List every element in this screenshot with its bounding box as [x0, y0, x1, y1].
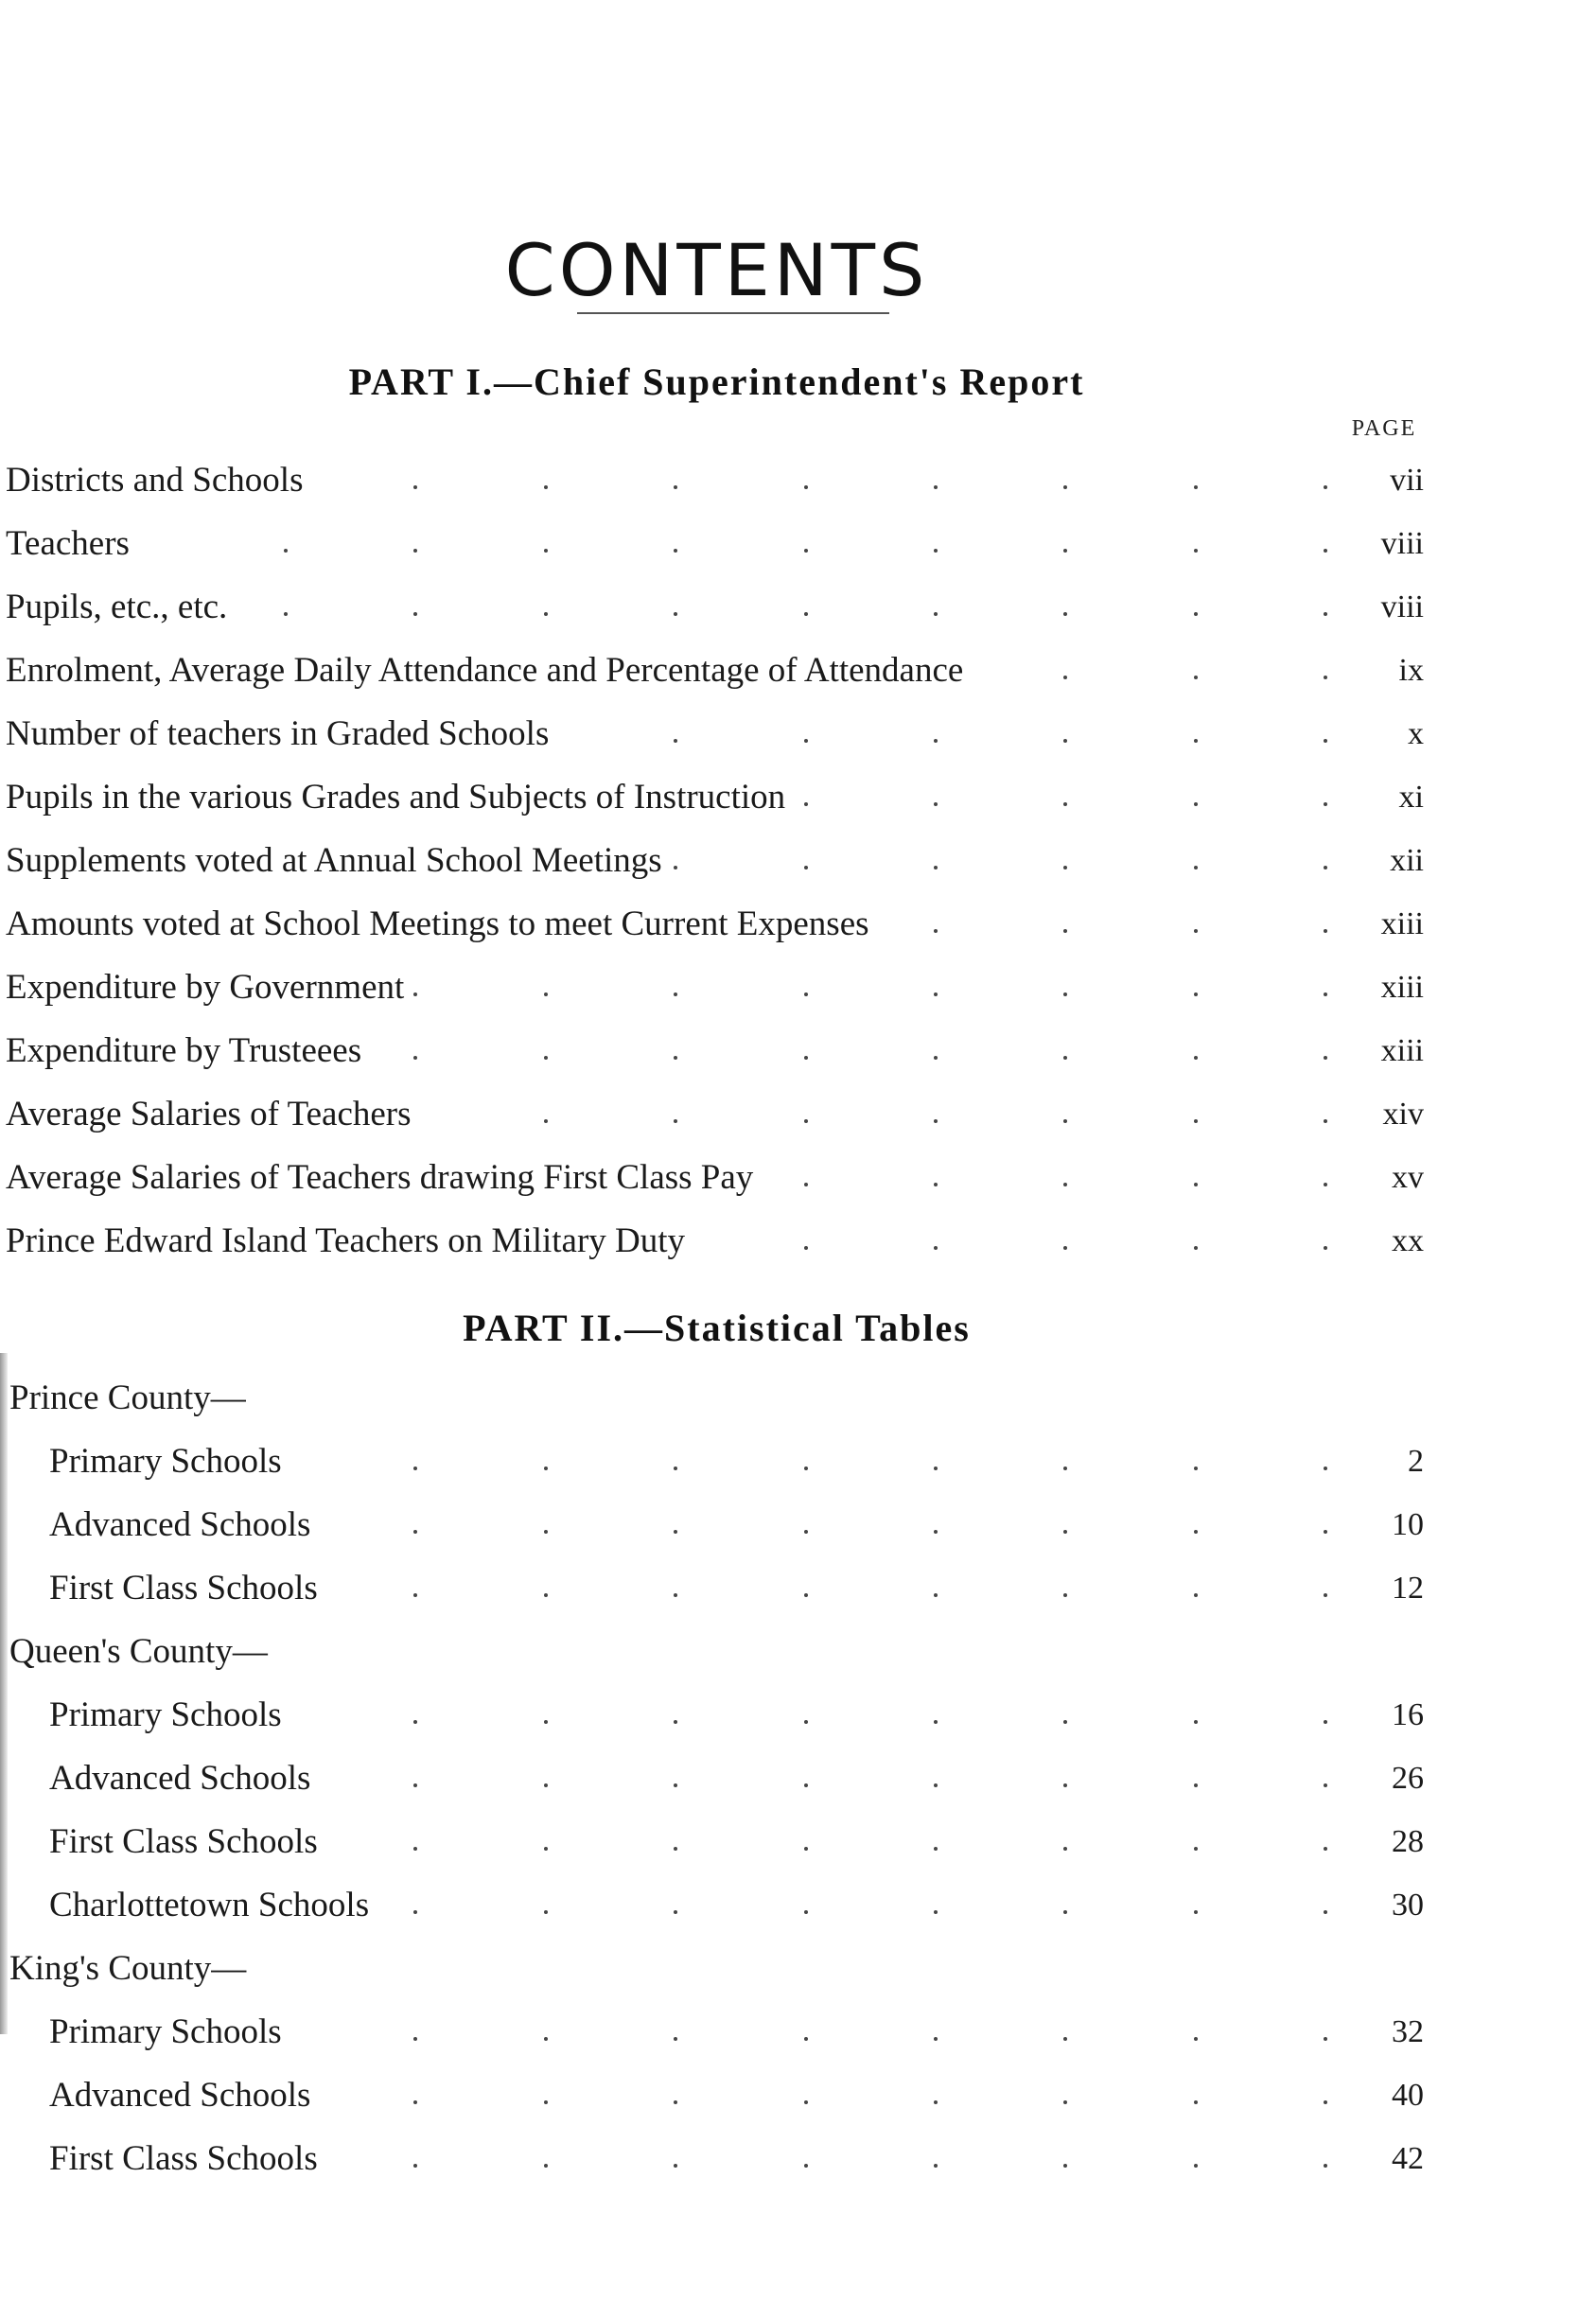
leader-dot	[804, 1720, 808, 1724]
leader-dot	[1324, 739, 1327, 743]
toc-entry[interactable]	[0, 2004, 1433, 2061]
toc-entry[interactable]	[0, 2067, 1433, 2124]
toc-entry[interactable]	[0, 769, 1433, 826]
leader-dot	[1324, 1847, 1327, 1851]
leader-dot	[804, 1183, 808, 1186]
leader-dot	[284, 549, 288, 553]
toc-entry-page: viii	[1380, 526, 1424, 561]
leader-dot	[1324, 2100, 1327, 2104]
leader-dot	[804, 612, 808, 616]
toc-entry-page: xiii	[1380, 906, 1424, 941]
leader-dot	[1063, 1910, 1067, 1914]
leader-dot	[1324, 992, 1327, 996]
leader-dot	[934, 1246, 938, 1250]
leader-dot	[1324, 1246, 1327, 1250]
dot-leaders	[284, 1560, 1327, 1617]
leader-dot	[1324, 1910, 1327, 1914]
toc-entry-label: Pupils in the various Grades and Subjects of Instruction	[6, 769, 793, 826]
county-name: Queen's County—	[9, 1624, 275, 1680]
leader-dot	[674, 485, 677, 489]
leader-dot	[804, 2100, 808, 2104]
toc-entry-label: Advanced Schools	[49, 1497, 318, 1554]
leader-dot	[804, 1593, 808, 1597]
county-heading	[0, 1624, 1433, 1680]
toc-entry-label: Expenditure by Trusteees	[6, 1023, 369, 1080]
toc-entry[interactable]	[0, 1023, 1433, 1080]
leader-dot	[1194, 2100, 1198, 2104]
leader-dot	[1063, 739, 1067, 743]
dot-leaders	[284, 1814, 1327, 1871]
leader-dot	[1063, 1183, 1067, 1186]
toc-entry-page: 10	[1392, 1507, 1424, 1542]
toc-entry-label: First Class Schools	[49, 1560, 325, 1617]
page-title: CONTENTS	[504, 227, 929, 312]
leader-dot	[1324, 485, 1327, 489]
leader-dot	[674, 1593, 677, 1597]
leader-dot	[674, 1056, 677, 1060]
leader-dot	[1194, 1530, 1198, 1534]
toc-entry[interactable]	[0, 1150, 1433, 1206]
leader-dot	[934, 2100, 938, 2104]
leader-dot	[804, 866, 808, 869]
leader-dot	[1063, 929, 1067, 933]
leader-dot	[1194, 1119, 1198, 1123]
toc-entry-label: Teachers	[6, 516, 137, 572]
leader-dot	[804, 1246, 808, 1250]
toc-entry[interactable]	[0, 896, 1433, 953]
leader-dot	[934, 612, 938, 616]
leader-dot	[674, 2037, 677, 2041]
leader-dot	[804, 1910, 808, 1914]
toc-entry-label: Advanced Schools	[49, 1750, 318, 1807]
leader-dot	[804, 1847, 808, 1851]
dot-leaders	[284, 2131, 1327, 2187]
toc-entry-label: Charlottetown Schools	[49, 1877, 377, 1934]
leader-dot	[804, 2164, 808, 2168]
leader-dot	[1194, 1783, 1198, 1787]
leader-dot	[1194, 929, 1198, 933]
leader-dot	[1194, 676, 1198, 679]
leader-dot	[804, 992, 808, 996]
toc-entry-page: xx	[1392, 1223, 1424, 1258]
leader-dot	[1324, 1056, 1327, 1060]
leader-dot	[1324, 802, 1327, 806]
toc-entry[interactable]	[0, 1877, 1433, 1934]
leader-dot	[544, 1847, 548, 1851]
leader-dot	[1194, 1467, 1198, 1470]
leader-dot	[544, 1910, 548, 1914]
leader-dot	[1324, 1119, 1327, 1123]
leader-dot	[674, 1119, 677, 1123]
leader-dot	[1194, 1593, 1198, 1597]
toc-entry[interactable]	[0, 1086, 1433, 1143]
leader-dot	[1063, 1056, 1067, 1060]
leader-dot	[934, 1467, 938, 1470]
toc-entry-page: vii	[1390, 463, 1424, 498]
dot-leaders	[284, 2004, 1327, 2061]
toc-entry-page: 42	[1392, 2141, 1424, 2176]
leader-dot	[1194, 992, 1198, 996]
leader-dot	[1324, 612, 1327, 616]
leader-dot	[934, 992, 938, 996]
toc-entry-label: Advanced Schools	[49, 2067, 318, 2124]
leader-dot	[1194, 1720, 1198, 1724]
toc-entry[interactable]	[0, 1750, 1433, 1807]
toc-entry[interactable]	[0, 642, 1433, 699]
leader-dot	[1324, 1783, 1327, 1787]
leader-dot	[934, 1530, 938, 1534]
leader-dot	[1194, 866, 1198, 869]
toc-entry-label: First Class Schools	[49, 2131, 325, 2187]
leader-dot	[1194, 1910, 1198, 1914]
county-heading	[0, 1941, 1433, 1997]
toc-entry-page: 26	[1392, 1761, 1424, 1796]
leader-dot	[674, 2164, 677, 2168]
leader-dot	[1194, 485, 1198, 489]
dot-leaders	[284, 959, 1327, 1016]
leader-dot	[1324, 1530, 1327, 1534]
toc-entry-page: 2	[1408, 1444, 1424, 1479]
toc-entry[interactable]	[0, 516, 1433, 572]
leader-dot	[804, 1530, 808, 1534]
toc-entry[interactable]	[0, 706, 1433, 763]
leader-dot	[284, 612, 288, 616]
toc-entry-label: Enrolment, Average Daily Attendance and Percentage of Attendance	[6, 642, 971, 699]
leader-dot	[413, 2100, 417, 2104]
dot-leaders	[284, 1023, 1327, 1080]
leader-dot	[544, 2164, 548, 2168]
leader-dot	[674, 992, 677, 996]
leader-dot	[413, 1720, 417, 1724]
leader-dot	[1063, 485, 1067, 489]
leader-dot	[1324, 866, 1327, 869]
dot-leaders	[284, 1687, 1327, 1744]
toc-entry-label: Prince Edward Island Teachers on Military Duty	[6, 1213, 693, 1270]
leader-dot	[1063, 2037, 1067, 2041]
leader-dot	[1194, 2037, 1198, 2041]
dot-leaders	[284, 1750, 1327, 1807]
toc-entry[interactable]	[0, 959, 1433, 1016]
leader-dot	[413, 1467, 417, 1470]
leader-dot	[544, 1119, 548, 1123]
toc-entry[interactable]	[0, 833, 1433, 889]
dot-leaders	[284, 1497, 1327, 1554]
leader-dot	[934, 1847, 938, 1851]
part1-heading: PART I.—Chief Superintendent's Report	[348, 360, 1085, 403]
leader-dot	[674, 2100, 677, 2104]
leader-dot	[1063, 1847, 1067, 1851]
toc-entry-page: xiii	[1380, 1033, 1424, 1068]
leader-dot	[934, 549, 938, 553]
leader-dot	[674, 549, 677, 553]
leader-dot	[1063, 1530, 1067, 1534]
leader-dot	[413, 1847, 417, 1851]
leader-dot	[1194, 1183, 1198, 1186]
leader-dot	[934, 2037, 938, 2041]
leader-dot	[804, 549, 808, 553]
leader-dot	[1063, 866, 1067, 869]
toc-entry-page: 30	[1392, 1888, 1424, 1923]
leader-dot	[544, 1593, 548, 1597]
leader-dot	[1324, 549, 1327, 553]
toc-entry-label: Average Salaries of Teachers	[6, 1086, 419, 1143]
leader-dot	[934, 485, 938, 489]
leader-dot	[1063, 2164, 1067, 2168]
leader-dot	[934, 739, 938, 743]
toc-entry-label: Pupils, etc., etc.	[6, 579, 235, 636]
leader-dot	[1324, 2164, 1327, 2168]
toc-entry-label: Primary Schools	[49, 2004, 289, 2061]
leader-dot	[674, 739, 677, 743]
leader-dot	[1194, 802, 1198, 806]
dot-leaders	[284, 1877, 1327, 1934]
part2-heading: PART II.—Statistical Tables	[463, 1307, 971, 1349]
leader-dot	[1324, 676, 1327, 679]
toc-entry-page: 32	[1392, 2014, 1424, 2049]
toc-entry[interactable]	[0, 579, 1433, 636]
toc-entry[interactable]	[0, 2131, 1433, 2187]
leader-dot	[413, 2164, 417, 2168]
leader-dot	[1063, 1593, 1067, 1597]
leader-dot	[804, 1467, 808, 1470]
toc-entry-page: viii	[1380, 589, 1424, 624]
county-name: Prince County—	[9, 1370, 254, 1427]
toc-entry-label: Districts and Schools	[6, 452, 310, 509]
leader-dot	[544, 612, 548, 616]
leader-dot	[674, 866, 677, 869]
leader-dot	[1324, 1720, 1327, 1724]
leader-dot	[413, 612, 417, 616]
leader-dot	[804, 802, 808, 806]
leader-dot	[1063, 612, 1067, 616]
leader-dot	[804, 1119, 808, 1123]
county-name: King's County—	[9, 1941, 254, 1997]
leader-dot	[934, 1593, 938, 1597]
leader-dot	[1063, 676, 1067, 679]
toc-entry[interactable]	[0, 1560, 1433, 1617]
leader-dot	[544, 2100, 548, 2104]
leader-dot	[934, 866, 938, 869]
toc-entry-page: 28	[1392, 1824, 1424, 1859]
toc-entry-page: 40	[1392, 2078, 1424, 2113]
toc-entry-label: Supplements voted at Annual School Meetings	[6, 833, 670, 889]
toc-entry-label: Amounts voted at School Meetings to meet Current Expenses	[6, 896, 877, 953]
toc-entry-page: ix	[1398, 653, 1424, 688]
leader-dot	[1194, 2164, 1198, 2168]
leader-dot	[1063, 549, 1067, 553]
leader-dot	[1063, 992, 1067, 996]
leader-dot	[413, 1910, 417, 1914]
dot-leaders	[284, 516, 1327, 572]
leader-dot	[674, 612, 677, 616]
leader-dot	[1063, 1119, 1067, 1123]
leader-dot	[1324, 929, 1327, 933]
dot-leaders	[284, 452, 1327, 509]
leader-dot	[804, 1056, 808, 1060]
county-heading	[0, 1370, 1433, 1427]
leader-dot	[544, 549, 548, 553]
toc-entry-label: Number of teachers in Graded Schools	[6, 706, 556, 763]
leader-dot	[544, 1783, 548, 1787]
dot-leaders	[284, 2067, 1327, 2124]
dot-leaders	[284, 579, 1327, 636]
leader-dot	[1063, 1467, 1067, 1470]
leader-dot	[1324, 2037, 1327, 2041]
leader-dot	[934, 2164, 938, 2168]
toc-entry[interactable]	[0, 1433, 1433, 1490]
leader-dot	[1063, 802, 1067, 806]
leader-dot	[1324, 1593, 1327, 1597]
toc-entry-label: Average Salaries of Teachers drawing First Class Pay	[6, 1150, 761, 1206]
leader-dot	[1194, 612, 1198, 616]
leader-dot	[1063, 1783, 1067, 1787]
toc-entry[interactable]	[0, 452, 1433, 509]
leader-dot	[1194, 1056, 1198, 1060]
toc-entry-page: 16	[1392, 1697, 1424, 1732]
leader-dot	[544, 1720, 548, 1724]
leader-dot	[804, 739, 808, 743]
leader-dot	[934, 929, 938, 933]
leader-dot	[674, 1467, 677, 1470]
toc-entry[interactable]	[0, 1213, 1433, 1270]
leader-dot	[1063, 2100, 1067, 2104]
leader-dot	[674, 1910, 677, 1914]
toc-entry-page: x	[1408, 716, 1424, 751]
leader-dot	[674, 1530, 677, 1534]
leader-dot	[934, 802, 938, 806]
leader-dot	[544, 992, 548, 996]
leader-dot	[674, 1847, 677, 1851]
leader-dot	[413, 485, 417, 489]
toc-entry-label: First Class Schools	[49, 1814, 325, 1871]
toc-entry[interactable]	[0, 1687, 1433, 1744]
dot-leaders	[284, 1433, 1327, 1490]
toc-entry-page: 12	[1392, 1571, 1424, 1606]
leader-dot	[934, 1720, 938, 1724]
toc-entry-label: Primary Schools	[49, 1433, 289, 1490]
leader-dot	[413, 1593, 417, 1597]
toc-entry-page: xiv	[1382, 1097, 1424, 1132]
toc-entry-page: xi	[1398, 780, 1424, 815]
leader-dot	[934, 1056, 938, 1060]
toc-entry-label: Expenditure by Government	[6, 959, 412, 1016]
leader-dot	[934, 1910, 938, 1914]
leader-dot	[1194, 549, 1198, 553]
leader-dot	[674, 1720, 677, 1724]
leader-dot	[674, 1783, 677, 1787]
toc-entry-label: Primary Schools	[49, 1687, 289, 1744]
leader-dot	[544, 1056, 548, 1060]
page-column-label: PAGE	[1351, 416, 1417, 441]
leader-dot	[544, 2037, 548, 2041]
leader-dot	[1324, 1467, 1327, 1470]
leader-dot	[1194, 1246, 1198, 1250]
toc-entry[interactable]	[0, 1497, 1433, 1554]
toc-entry[interactable]	[0, 1814, 1433, 1871]
toc-entry-page: xv	[1392, 1160, 1424, 1195]
leader-dot	[544, 1530, 548, 1534]
leader-dot	[1063, 1720, 1067, 1724]
leader-dot	[934, 1119, 938, 1123]
leader-dot	[804, 2037, 808, 2041]
leader-dot	[934, 1183, 938, 1186]
leader-dot	[413, 1783, 417, 1787]
leader-dot	[804, 1783, 808, 1787]
leader-dot	[413, 2037, 417, 2041]
leader-dot	[544, 1467, 548, 1470]
toc-entry-page: xiii	[1380, 970, 1424, 1005]
leader-dot	[934, 1783, 938, 1787]
leader-dot	[1194, 739, 1198, 743]
leader-dot	[1194, 1847, 1198, 1851]
leader-dot	[413, 1530, 417, 1534]
leader-dot	[804, 485, 808, 489]
leader-dot	[413, 992, 417, 996]
leader-dot	[1063, 1246, 1067, 1250]
toc-entry-page: xii	[1390, 843, 1424, 878]
leader-dot	[413, 1056, 417, 1060]
leader-dot	[1324, 1183, 1327, 1186]
dot-leaders	[284, 1086, 1327, 1143]
title-rule	[577, 312, 889, 314]
leader-dot	[413, 549, 417, 553]
leader-dot	[544, 485, 548, 489]
